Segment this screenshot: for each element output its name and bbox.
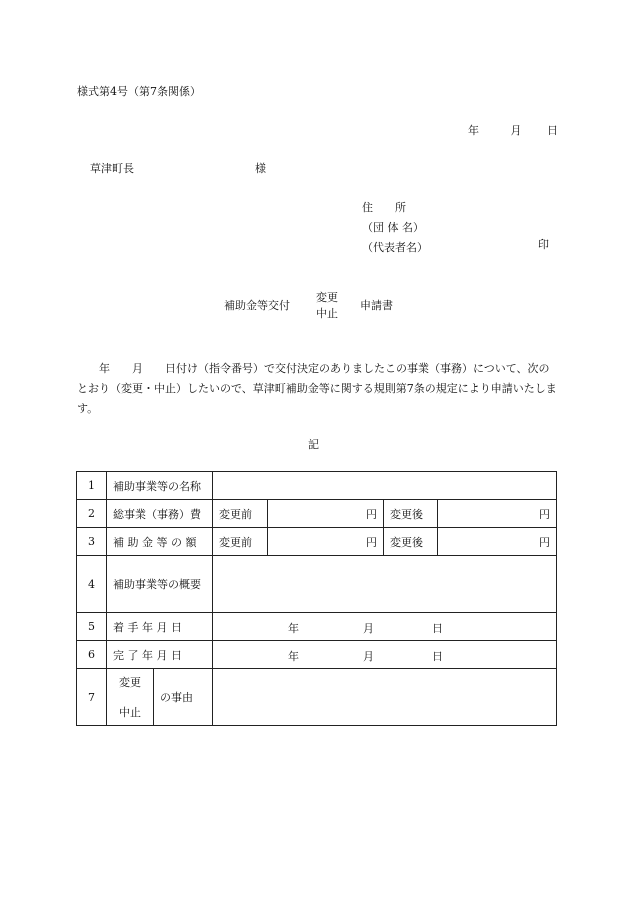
after-label: 変更後 — [384, 528, 438, 556]
total-cost-after-field[interactable] — [438, 500, 557, 528]
ki-heading: 記 — [308, 438, 319, 451]
row-number: 5 — [77, 613, 107, 641]
day-unit: 日 — [432, 650, 443, 663]
reason-options — [107, 669, 154, 726]
row-label: 補 助 金 等 の 額 — [107, 528, 213, 556]
row-label: 補助事業等の名称 — [107, 472, 213, 500]
title-option-change: 変更 — [316, 291, 338, 304]
title-option-cancel: 中止 — [316, 307, 338, 320]
yen-unit: 円 — [366, 535, 377, 549]
title-options — [316, 290, 338, 322]
date-line — [468, 122, 558, 138]
year-unit: 年 — [288, 622, 299, 635]
row-number: 3 — [77, 528, 107, 556]
row-label: の事由 — [154, 669, 213, 726]
reason-option-change: 変更 — [119, 676, 141, 689]
before-label: 変更前 — [213, 528, 268, 556]
yen-unit: 円 — [366, 507, 377, 521]
row-label: 完 了 年 月 日 — [107, 641, 213, 669]
total-cost-before-field[interactable] — [268, 500, 384, 528]
table-row — [77, 641, 557, 669]
title-left: 補助金等交付 — [224, 299, 290, 312]
subsidy-after-field[interactable] — [438, 528, 557, 556]
row-number: 4 — [77, 556, 107, 613]
before-label: 変更前 — [213, 500, 268, 528]
table-row — [77, 669, 557, 726]
seal-mark: 印 — [538, 238, 549, 251]
row-number: 6 — [77, 641, 107, 669]
honorific: 様 — [255, 162, 266, 175]
start-date-field[interactable] — [213, 613, 557, 641]
date-year: 年 — [468, 124, 479, 137]
after-label: 変更後 — [384, 500, 438, 528]
applicant-block — [362, 198, 428, 258]
addressee: 草津町長 — [90, 162, 134, 175]
row-number: 7 — [77, 669, 107, 726]
representative-label: （代表者名） — [362, 241, 428, 254]
completion-date-field[interactable] — [213, 641, 557, 669]
table-row — [77, 528, 557, 556]
table-row — [77, 500, 557, 528]
form-number: 様式第4号（第7条関係） — [77, 85, 201, 98]
yen-unit: 円 — [539, 507, 550, 521]
organization-label: （団 体 名） — [362, 221, 424, 234]
row-label: 着 手 年 月 日 — [107, 613, 213, 641]
title-right: 申請書 — [360, 299, 393, 312]
table-row — [77, 472, 557, 500]
project-summary-field[interactable] — [213, 556, 557, 613]
row-label: 総事業（事務）費 — [107, 500, 213, 528]
row-label: 補助事業等の概要 — [107, 556, 213, 613]
address-label: 住 所 — [362, 201, 406, 214]
year-unit: 年 — [288, 650, 299, 663]
date-month: 月 — [510, 124, 522, 137]
reason-option-cancel: 中止 — [119, 706, 141, 719]
yen-unit: 円 — [539, 535, 550, 549]
month-unit: 月 — [363, 622, 374, 635]
reason-field[interactable] — [213, 669, 557, 726]
application-table — [76, 471, 557, 726]
date-day: 日 — [547, 124, 558, 137]
row-number: 1 — [77, 472, 107, 500]
table-row — [77, 556, 557, 613]
day-unit: 日 — [432, 622, 443, 635]
subsidy-before-field[interactable] — [268, 528, 384, 556]
row-number: 2 — [77, 500, 107, 528]
month-unit: 月 — [363, 650, 374, 663]
body-paragraph: 年 月 日付け（指令番号）で交付決定のありましたこの事業（事務）について、次のとおり（変更・中止）したいので、草津町補助金等に関する規則第7条の規定により申請いたします。 — [77, 362, 557, 415]
project-name-field[interactable] — [213, 472, 557, 500]
table-row — [77, 613, 557, 641]
